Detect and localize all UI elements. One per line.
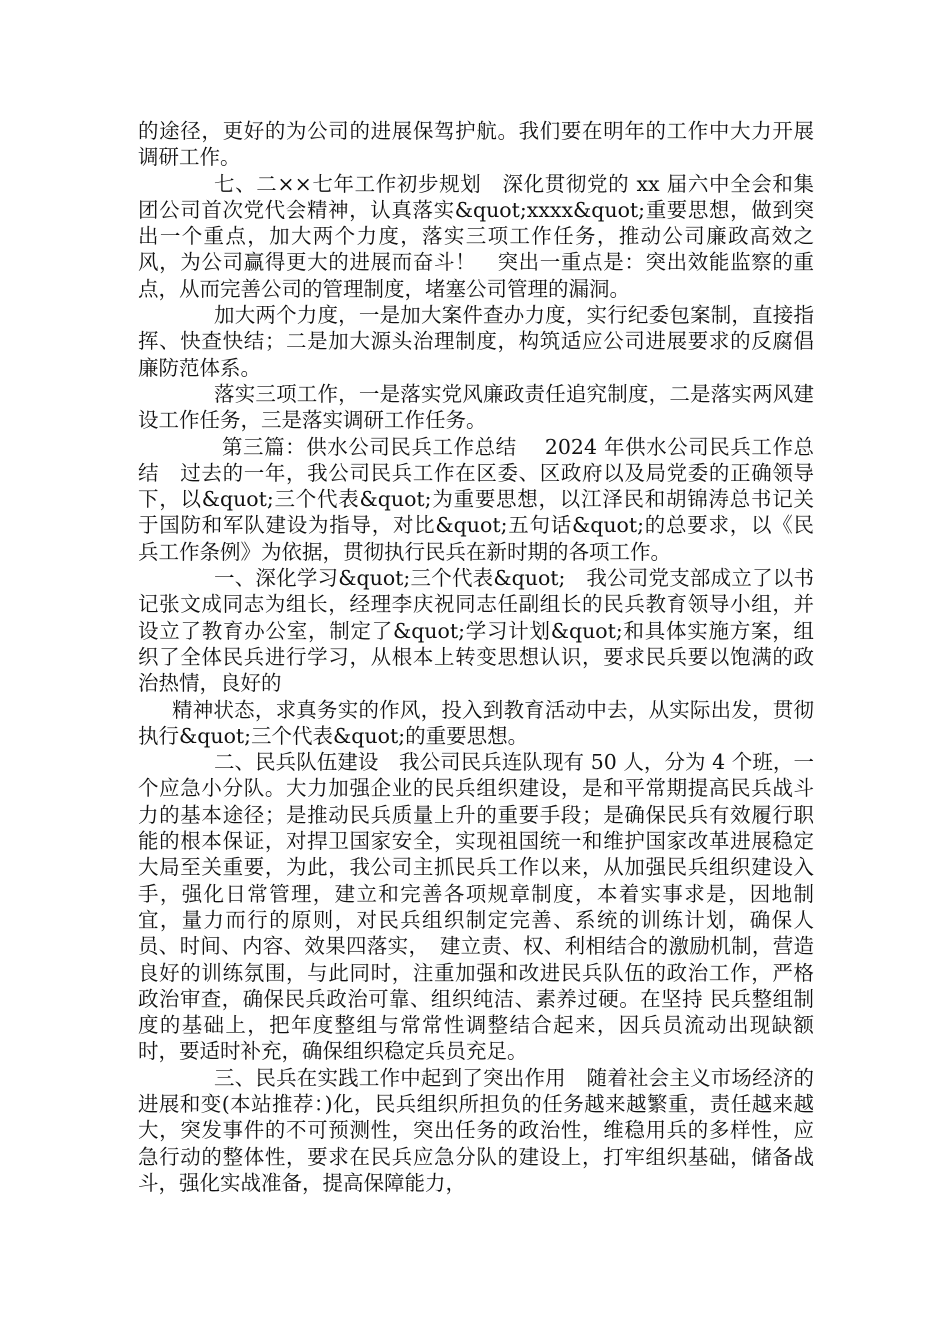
paragraph-3: 加大两个力度，一是加大案件查办力度，实行纪委包案制，直接指挥、快查快结；二是加大源头治理制度，构筑适应公司进展要求的反腐倡廉防范体系。 <box>138 303 814 380</box>
paragraph-7: 精神状态，求真务实的作风，投入到教育活动中去，从实际出发，贯彻执行&quot;三个代表&quot;的重要思想。 <box>138 697 814 748</box>
paragraph-1: 的途径，更好的为公司的进展保驾护航。我们要在明年的工作中大力开展调研工作。 <box>138 119 814 170</box>
paragraph-4: 落实三项工作，一是落实党风廉政责任追究制度，二是落实两风建设工作任务，三是落实调研工作任务。 <box>138 381 814 433</box>
paragraph-6: 一、深化学习&quot;三个代表&quot; 我公司党支部成立了以书记张文成同志为组长，经理李庆祝同志任副组长的民兵教育领导小组，并设立了教育办公室，制定了&quot;学习计划&quot;和具体实施方案，组织了全体民兵进行学习，从根本上转变思想认识，要求民兵要以饱满的政治热情，良好的 <box>138 566 814 696</box>
paragraph-9: 三、民兵在实践工作中起到了突出作用 随着社会主义市场经济的进展和变(本站推荐：)化，民兵组织所担负的任务越来越繁重，责任越来越大，突发事件的不可预测性，突出任务的政治性，维稳用兵的多样性，应急行动的整体性，要求在民兵应急分队的建设上，打牢组织基础，储备战斗，强化实战准备，提高保障能力， <box>138 1065 814 1195</box>
paragraph-8: 二、民兵队伍建设 我公司民兵连队现有 50 人，分为 4 个班，一个应急小分队。大力加强企业的民兵组织建设，是和平常期提高民兵战斗力的基本途径；是推动民兵质量上升的重要手段；是确保民兵有效履行职能的根本保证，对捍卫国家安全，实现祖国统一和维护国家改革进展稳定大局至关重要，为此，我公司主抓民兵工作以来，从加强民兵组织建设入手，强化日常管理，建立和完善各项规章制度，本着实事求是，因地制宜，量力而行的原则，对民兵组织制定完善、系统的训练计划，确保人员、时间、内容、效果四落实， 建立责、权、利相结合的激励机制，营造良好的训练氛围，与此同时，注重加强和改进民兵队伍的政治工作，严格政治审查，确保民兵政治可靠、组织纯洁、素养过硬。在坚持 民兵整组制度的基础上，把年度整组与常常性调整结合起来，因兵员流动出现缺额时，要适时补充，确保组织稳定兵员充足。 <box>138 750 814 1064</box>
paragraph-5: 第三篇：供水公司民兵工作总结 2024 年供水公司民兵工作总结 过去的一年，我公司民兵工作在区委、区政府以及局党委的正确领导下，以&quot;三个代表&quot;为重要思想，以江泽民和胡锦涛总书记关于国防和军队建设为指导，对比&quot;五句话&quot;的总要求，以《民兵工作条例》为依据，贯彻执行民兵在新时期的各项工作。 <box>138 434 814 564</box>
document-page <box>138 118 814 1196</box>
paragraph-2: 七、二××七年工作初步规划 深化贯彻党的 xx 届六中全会和集团公司首次党代会精神，认真落实&quot;xxxx&quot;重要思想，做到突出一个重点，加大两个力度，落实三项工作任务，推动公司廉政高效之风，为公司赢得更大的进展而奋斗！ 突出一重点是：突出效能监察的重点，从而完善公司的管理制度，堵塞公司管理的漏洞。 <box>138 171 814 301</box>
